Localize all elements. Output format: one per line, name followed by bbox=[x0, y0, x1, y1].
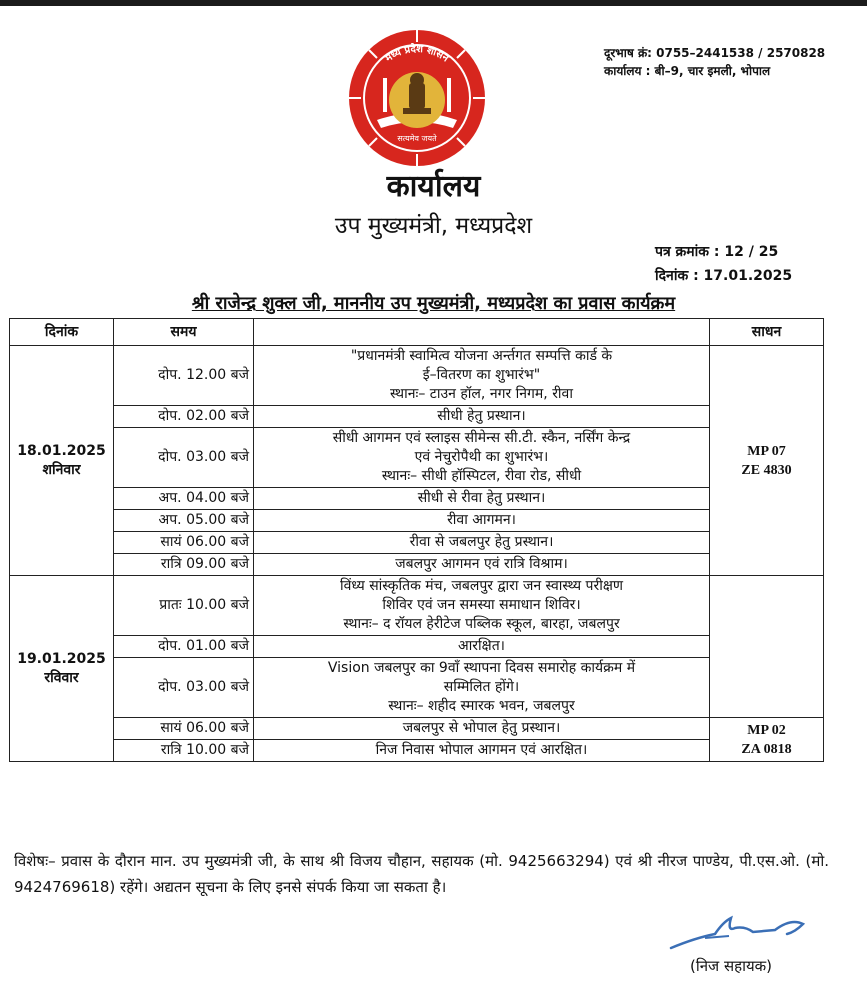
table-row bbox=[10, 554, 824, 576]
time-cell: दोप. 03.00 बजे bbox=[114, 658, 254, 718]
schedule-table bbox=[9, 318, 824, 762]
letter-number: पत्र क्रमांक : 12 / 25 bbox=[655, 244, 779, 260]
program-cell: आरक्षित। bbox=[254, 636, 710, 658]
phone-numbers: दूरभाष क्रं: 0755–2441538 / 2570828 bbox=[604, 46, 826, 60]
letter-reference bbox=[655, 240, 792, 288]
table-row bbox=[10, 636, 824, 658]
program-cell: सीधी से रीवा हेतु प्रस्थान। bbox=[254, 488, 710, 510]
program-cell: सीधी आगमन एवं स्लाइस सीमेन्स सी.टी. स्कैन, नर्सिंग केन्द्र एवं नेचुरोपैथी का शुभारंभ। स्थानः– सीधी हॉस्पिटल, रीवा रोड, सीधी bbox=[254, 428, 710, 488]
footer-note: विशेषः– प्रवास के दौरान मान. उप मुख्यमंत्री जी, के साथ श्री विजय चौहान, सहायक (मो. 9425663294) एवं श्री नीरज पाण्डेय, पी.एस.ओ. (मो. 9424769618) रहेंगे। अद्यतन सूचना के लिए इनसे संपर्क किया जा सकता है। bbox=[14, 852, 829, 896]
office-title: कार्यालय bbox=[386, 169, 481, 204]
office-address: कार्यालय : बी–9, चार इमली, भोपाल bbox=[604, 64, 771, 78]
table-row bbox=[10, 576, 824, 636]
signature bbox=[665, 908, 815, 952]
table-row bbox=[10, 532, 824, 554]
program-cell: जबलपुर आगमन एवं रात्रि विश्राम। bbox=[254, 554, 710, 576]
vehicle-cell-empty bbox=[710, 576, 824, 718]
table-row bbox=[10, 488, 824, 510]
table-row bbox=[10, 658, 824, 718]
vehicle-cell: MP 07 ZE 4830 bbox=[710, 346, 824, 576]
table-row bbox=[10, 718, 824, 740]
time-cell: अप. 05.00 बजे bbox=[114, 510, 254, 532]
table-row bbox=[10, 740, 824, 762]
program-cell: Vision जबलपुर का 9वाँ स्थापना दिवस समारोह कार्यक्रम में सम्मिलित होंगे। स्थानः– शहीद स्मारक भवन, जबलपुर bbox=[254, 658, 710, 718]
time-cell: प्रातः 10.00 बजे bbox=[114, 576, 254, 636]
mp-government-emblem bbox=[347, 28, 487, 168]
table-row bbox=[10, 428, 824, 488]
svg-text:मध्य प्रदेश शासन: मध्य प्रदेश शासन bbox=[383, 43, 451, 65]
date-cell: 18.01.2025 शनिवार bbox=[10, 346, 114, 576]
time-cell: सायं 06.00 बजे bbox=[114, 532, 254, 554]
program-cell: सीधी हेतु प्रस्थान। bbox=[254, 406, 710, 428]
time-cell: रात्रि 09.00 बजे bbox=[114, 554, 254, 576]
program-cell: जबलपुर से भोपाल हेतु प्रस्थान। bbox=[254, 718, 710, 740]
time-cell: रात्रि 10.00 बजे bbox=[114, 740, 254, 762]
svg-text:सत्यमेव जयते: सत्यमेव जयते bbox=[397, 134, 437, 143]
time-cell: दोप. 03.00 बजे bbox=[114, 428, 254, 488]
date-cell: 19.01.2025 रविवार bbox=[10, 576, 114, 762]
program-cell: विंध्य सांस्कृतिक मंच, जबलपुर द्वारा जन स्वास्थ्य परीक्षण शिविर एवं जन समस्या समाधान शिविर। स्थानः– द रॉयल हेरीटेज पब्लिक स्कूल, बारहा, जबलपुर bbox=[254, 576, 710, 636]
time-cell: दोप. 12.00 बजे bbox=[114, 346, 254, 406]
time-cell: सायं 06.00 बजे bbox=[114, 718, 254, 740]
program-cell: रीवा से जबलपुर हेतु प्रस्थान। bbox=[254, 532, 710, 554]
top-border bbox=[0, 0, 867, 6]
header-date: दिनांक bbox=[10, 319, 114, 346]
time-cell: अप. 04.00 बजे bbox=[114, 488, 254, 510]
program-cell: "प्रधानमंत्री स्वामित्व योजना अर्न्तगत सम्पत्ति कार्ड के ई–वितरण का शुभारंभ" स्थानः– टाउन हॉल, नगर निगम, रीवा bbox=[254, 346, 710, 406]
time-cell: दोप. 01.00 बजे bbox=[114, 636, 254, 658]
letter-date: दिनांक : 17.01.2025 bbox=[655, 268, 793, 284]
header-time: समय bbox=[114, 319, 254, 346]
office-subtitle: उप मुख्यमंत्री, मध्यप्रदेश bbox=[334, 213, 533, 239]
contact-block bbox=[604, 44, 825, 80]
table-row bbox=[10, 406, 824, 428]
vehicle-cell: MP 02 ZA 0818 bbox=[710, 718, 824, 762]
schedule-heading: श्री राजेन्द्र शुक्ल जी, माननीय उप मुख्यमंत्री, मध्यप्रदेश का प्रवास कार्यक्रम bbox=[191, 293, 676, 314]
table-row bbox=[10, 510, 824, 532]
time-cell: दोप. 02.00 बजे bbox=[114, 406, 254, 428]
header-vehicle: साधन bbox=[710, 319, 824, 346]
signature-caption: (निज सहायक) bbox=[690, 957, 773, 975]
table-header-row bbox=[10, 319, 824, 346]
table-row bbox=[10, 346, 824, 406]
program-cell: रीवा आगमन। bbox=[254, 510, 710, 532]
program-cell: निज निवास भोपाल आगमन एवं आरक्षित। bbox=[254, 740, 710, 762]
header-program bbox=[254, 319, 710, 346]
